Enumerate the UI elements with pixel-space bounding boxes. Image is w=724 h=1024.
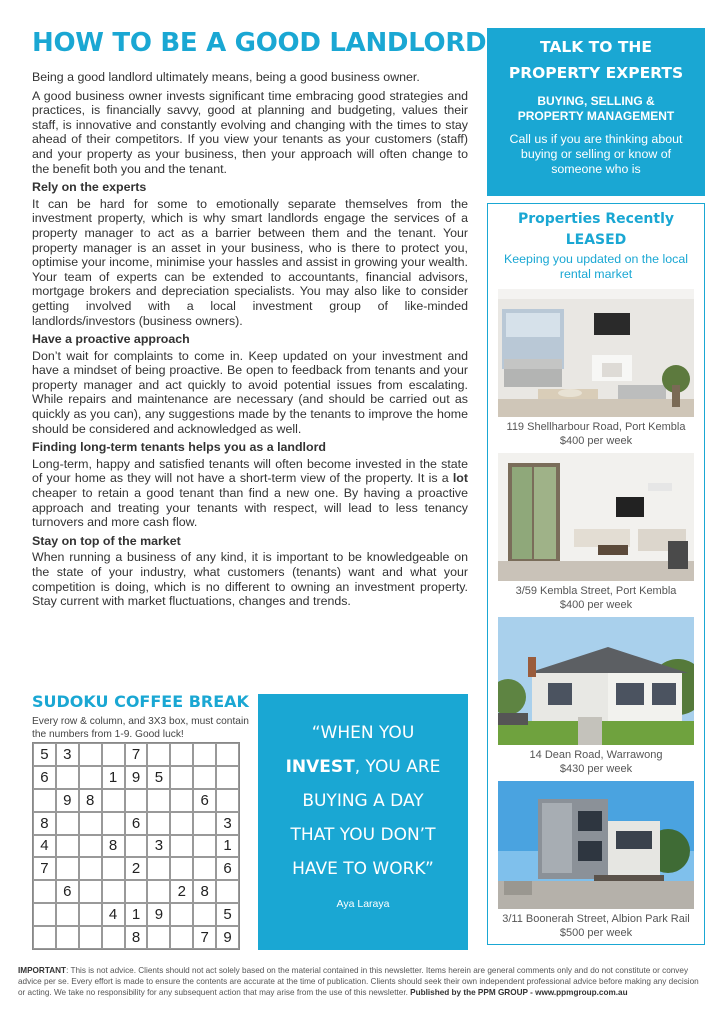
sudoku-intro: Every row & column, and 3X3 box, must contain the numbers from 1-9. Good luck! [32,716,249,740]
sudoku-cell[interactable]: 8 [125,926,148,949]
sudoku-cell[interactable]: 9 [125,766,148,789]
disclaimer-footer [18,965,708,998]
leased-panel [487,203,705,945]
experts-heading-line2: PROPERTY EXPERTS [508,64,684,82]
section-heading-longterm: Finding long-term tenants helps you as a landlord [32,440,326,455]
property-price: $400 per week [559,435,633,447]
sudoku-cell[interactable] [170,926,193,949]
text-span: Long-term, happy and satisfied tenants will often become invested in the state of your home as they will not have a short-term view of the property. It is a [32,456,468,486]
sudoku-cell[interactable] [79,812,102,835]
sudoku-cell[interactable]: 4 [102,903,125,926]
quote-text [258,716,468,886]
publisher-text: Published by the PPM GROUP - www.ppmgroup.com.au [410,988,628,997]
sudoku-cell[interactable] [147,880,170,903]
property-caption [498,584,694,612]
sudoku-cell[interactable] [102,857,125,880]
experts-sub-line1: BUYING, SELLING & [537,94,655,108]
article-title: HOW TO BE A GOOD LANDLORD [32,28,487,58]
sudoku-cell[interactable] [33,880,56,903]
sudoku-cell[interactable] [170,812,193,835]
quote-line: “WHEN YOU [311,723,415,743]
property-price: $500 per week [559,927,633,939]
sudoku-cell[interactable] [102,880,125,903]
sudoku-cell[interactable] [102,743,125,766]
quote-text-span: , YOU ARE [354,757,441,777]
sudoku-cell[interactable] [102,789,125,812]
article-paragraph: When running a business of any kind, it is important to be knowledgeable on the state of your industry, what customers (tenants) want and what your competition is doing, which is no different to owning an investment property. Stay current with market fluctuations, changes and trends. [32,550,468,609]
property-price: $430 per week [559,763,633,775]
sudoku-cell[interactable] [193,743,216,766]
sudoku-cell[interactable] [33,789,56,812]
sudoku-cell[interactable]: 1 [102,766,125,789]
sudoku-cell[interactable] [147,743,170,766]
section-heading-market: Stay on top of the market [32,533,181,548]
sudoku-cell[interactable]: 6 [125,812,148,835]
sudoku-cell[interactable] [125,789,148,812]
sudoku-cell[interactable] [56,903,79,926]
quote-box [258,694,468,950]
sudoku-cell[interactable]: 8 [33,812,56,835]
sudoku-cell[interactable]: 8 [102,835,125,858]
sudoku-cell[interactable] [79,743,102,766]
sudoku-cell[interactable]: 2 [170,880,193,903]
property-caption [498,420,694,448]
leased-heading-line2: LEASED [565,232,627,248]
sudoku-heading: SUDOKU COFFEE BREAK [32,692,249,711]
disclaimer-text: : This is not advice. Clients should not act solely based on the material contained in this newsletter. Items herein are general comments only and do not constitute or convey advice per se. Every effort is made to ensure the contents are accurate at the time of publication. Clients should seek their own independent professional advice before making any decision or acting. We take no responsibility for any subsequent action that may arise from the use of this newsletter. [18,966,699,997]
property-address: 119 Shellharbour Road, Port Kembla [506,421,686,433]
sudoku-cell[interactable] [170,835,193,858]
sudoku-cell[interactable] [170,789,193,812]
sudoku-cell[interactable] [216,743,239,766]
property-photo [498,617,694,745]
quote-line: BUYING A DAY [302,791,424,811]
leased-heading [488,209,704,251]
leased-heading-line1: Properties Recently [517,211,675,227]
sudoku-cell[interactable] [147,789,170,812]
sudoku-cell[interactable]: 3 [216,812,239,835]
sudoku-cell[interactable] [170,743,193,766]
article-paragraph [32,457,468,530]
sudoku-cell[interactable] [79,835,102,858]
experts-heading-line1: TALK TO THE [540,38,652,56]
sudoku-cell[interactable] [79,926,102,949]
section-heading-experts: Rely on the experts [32,180,147,195]
sudoku-cell[interactable] [170,857,193,880]
sudoku-cell[interactable] [125,880,148,903]
sudoku-cell[interactable] [193,812,216,835]
sudoku-cell[interactable]: 6 [56,880,79,903]
leased-subheading: Keeping you updated on the local rental market [504,252,688,281]
article-paragraph: It can be hard for some to emotionally separate themselves from the investment property, which is why smart landlords engage the services of a property manager to act as a barrier between them and the tenant. Your property manager is an asset in your business, who is there to protect you, optimise your income, minimise your hassles and assist in growing your wealth. Your team of experts can be extended to accountants, financial advisors, mortgage brokers and depreciation specialists. You may also like to consider getting involved with a local investment group of like-minded landlords/investors (business owners). [32,196,468,328]
sudoku-cell[interactable] [79,766,102,789]
property-photo [498,781,694,909]
sudoku-cell[interactable] [56,766,79,789]
sudoku-cell[interactable] [193,857,216,880]
sudoku-cell[interactable]: 7 [193,926,216,949]
sudoku-cell[interactable]: 9 [56,789,79,812]
sudoku-cell[interactable]: 7 [125,743,148,766]
bold-text: lot [452,471,468,486]
quote-line: THAT YOU DON’T [290,825,436,845]
sudoku-cell[interactable] [56,926,79,949]
sudoku-cell[interactable] [147,812,170,835]
property-photo [498,289,694,417]
property-price: $400 per week [559,599,633,611]
text-span: cheaper to retain a good tenant than find a new one. By having a proactive approach and treating your tenants with respect, will lead to less tenancy turnovers and more cash flow. [32,486,468,530]
sudoku-cell[interactable]: 1 [216,835,239,858]
quote-line: HAVE TO WORK” [292,859,434,879]
section-heading-proactive: Have a proactive approach [32,332,190,347]
experts-sub-line2: PROPERTY MANAGEMENT [517,109,675,123]
property-address: 3/59 Kembla Street, Port Kembla [515,585,677,597]
sudoku-cell[interactable]: 9 [147,903,170,926]
sudoku-cell[interactable]: 6 [33,766,56,789]
sudoku-cell[interactable] [102,926,125,949]
sudoku-cell[interactable] [33,903,56,926]
sudoku-cell[interactable]: 5 [216,903,239,926]
quote-author: Aya Laraya [336,898,390,910]
sudoku-cell[interactable] [170,903,193,926]
sudoku-cell[interactable]: 3 [56,743,79,766]
experts-box [487,28,705,196]
sudoku-cell[interactable] [216,789,239,812]
sudoku-cell[interactable] [102,812,125,835]
sudoku-cell[interactable] [56,857,79,880]
sudoku-grid[interactable] [32,742,240,950]
property-address: 3/11 Boonerah Street, Albion Park Rail [502,913,690,925]
property-card [498,453,694,612]
sudoku-cell[interactable] [216,766,239,789]
experts-subheading [487,94,705,124]
sudoku-cell[interactable]: 2 [125,857,148,880]
sudoku-cell[interactable] [147,857,170,880]
property-card [498,289,694,448]
sudoku-cell[interactable]: 3 [147,835,170,858]
article-paragraph: A good business owner invests significant time embracing good strategies and practices, is financially savvy, good at planning and budgeting, values their staff, is innovative and constantly evolving and changing with the times to stay ahead of their competitors. If you view your tenants as your customers (staff) and your property as your business, then your approach will often change to the benefit both you and the tenant. [32,88,468,176]
quote-line [266,750,460,784]
experts-heading [487,34,705,86]
sudoku-cell[interactable] [56,835,79,858]
sudoku-cell[interactable] [170,766,193,789]
sudoku-cell[interactable]: 4 [33,835,56,858]
sudoku-cell[interactable]: 1 [125,903,148,926]
sudoku-cell[interactable]: 5 [147,766,170,789]
sudoku-cell[interactable] [56,812,79,835]
sudoku-cell[interactable]: 8 [193,880,216,903]
quote-bold-word: INVEST [285,757,355,777]
sudoku-cell[interactable] [193,766,216,789]
sudoku-cell[interactable]: 8 [79,789,102,812]
sudoku-cell[interactable]: 5 [33,743,56,766]
sudoku-cell[interactable] [193,835,216,858]
property-card [498,781,694,940]
sudoku-cell[interactable] [79,857,102,880]
sudoku-cell[interactable] [216,880,239,903]
sudoku-cell[interactable] [79,903,102,926]
article-body [32,70,468,613]
article-paragraph: Don’t wait for complaints to come in. Keep updated on your investment and have a mindset of being proactive. Be open to feedback from tenants and your property manager and act quickly to avoid potential issues from escalating. While repairs and maintenance are necessary (and should be carried out as quickly as you can), any suggestions made by the tenants to improve the home should be considered and acknowledged as well. [32,348,468,436]
sudoku-cell[interactable] [147,926,170,949]
sudoku-cell[interactable] [193,903,216,926]
sudoku-cell[interactable]: 7 [33,857,56,880]
property-address: 14 Dean Road, Warrawong [529,749,663,761]
property-photo [498,453,694,581]
disclaimer-label: IMPORTANT [18,966,67,975]
sudoku-cell[interactable] [79,880,102,903]
property-caption [498,748,694,776]
sudoku-cell[interactable]: 6 [216,857,239,880]
article-intro: Being a good landlord ultimately means, being a good business owner. [32,70,420,84]
sudoku-cell[interactable]: 9 [216,926,239,949]
sudoku-cell[interactable]: 6 [193,789,216,812]
property-card [498,617,694,776]
sudoku-cell[interactable] [33,926,56,949]
sudoku-cell[interactable] [125,835,148,858]
property-caption [498,912,694,940]
experts-call-text: Call us if you are thinking about buying or selling or know of someone who is [509,132,683,176]
